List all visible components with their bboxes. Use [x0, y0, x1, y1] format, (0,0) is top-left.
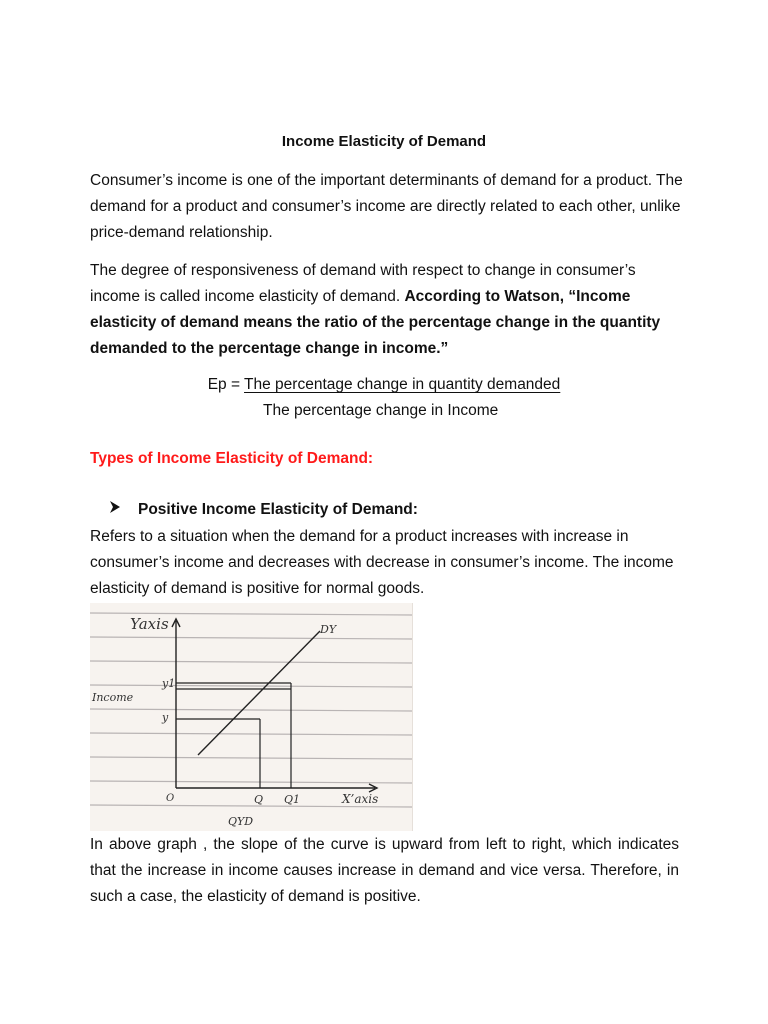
y-axis-label: Yaxis [130, 615, 169, 633]
definition-paragraph [90, 258, 686, 362]
formula-lhs: Ep = [207, 376, 241, 393]
y1-label: y1 [162, 677, 176, 690]
demand-curve [198, 631, 320, 755]
curve-label: DY [320, 623, 337, 636]
income-demand-graph [90, 603, 413, 831]
paper-lines [90, 613, 412, 807]
q1-label: Q1 [284, 793, 301, 806]
bullet-positive [108, 500, 418, 519]
positive-description: Refers to a situation when the demand for a product increases with increase in consumer’s income and decreases with decrease in consumer’s income. The income elasticity of demand is positive for normal goods. [90, 528, 674, 597]
origin-label: O [166, 793, 175, 804]
q-label: Q [254, 793, 264, 806]
watson-definition: According to Watson, “Income elasticity of demand means the ratio of the percentage change in the quantity demanded to the percentage change in income [90, 288, 661, 357]
formula-denominator: The percentage change in Income [263, 402, 499, 419]
x-quantity-label: QYD [228, 815, 254, 828]
arrow-right-icon [108, 500, 126, 519]
income-label: Income [92, 691, 134, 704]
y-label: y [162, 711, 169, 724]
graph-explanation: In above graph , the slope of the curve is upward from left to right, which indicates that the increase in income causes increase in demand and vice versa. Therefore, in such a case, the elasticity of demand is positive. [90, 836, 679, 905]
definition-text: The degree of responsiveness of demand with respect to change in consumer’s income is called income elasticity of demand. [90, 262, 636, 305]
document-title: Income Elasticity of Demand [281, 133, 487, 150]
intro-paragraph: Consumer’s income is one of the important determinants of demand for a product. The demand for a product and consumer’s income are directly related to each other, unlike price-demand relationship. [90, 172, 683, 241]
formula-numerator-line [0, 373, 768, 397]
bullet-label: Positive Income Elasticity of Demand: [138, 500, 418, 518]
formula-numerator: The percentage change in quantity demanded [244, 376, 561, 393]
definition-end: .” [436, 340, 449, 357]
graph-svg [90, 603, 412, 831]
x-axis-label: X’axis [342, 792, 379, 806]
types-heading: Types of Income Elasticity of Demand: [90, 450, 374, 467]
